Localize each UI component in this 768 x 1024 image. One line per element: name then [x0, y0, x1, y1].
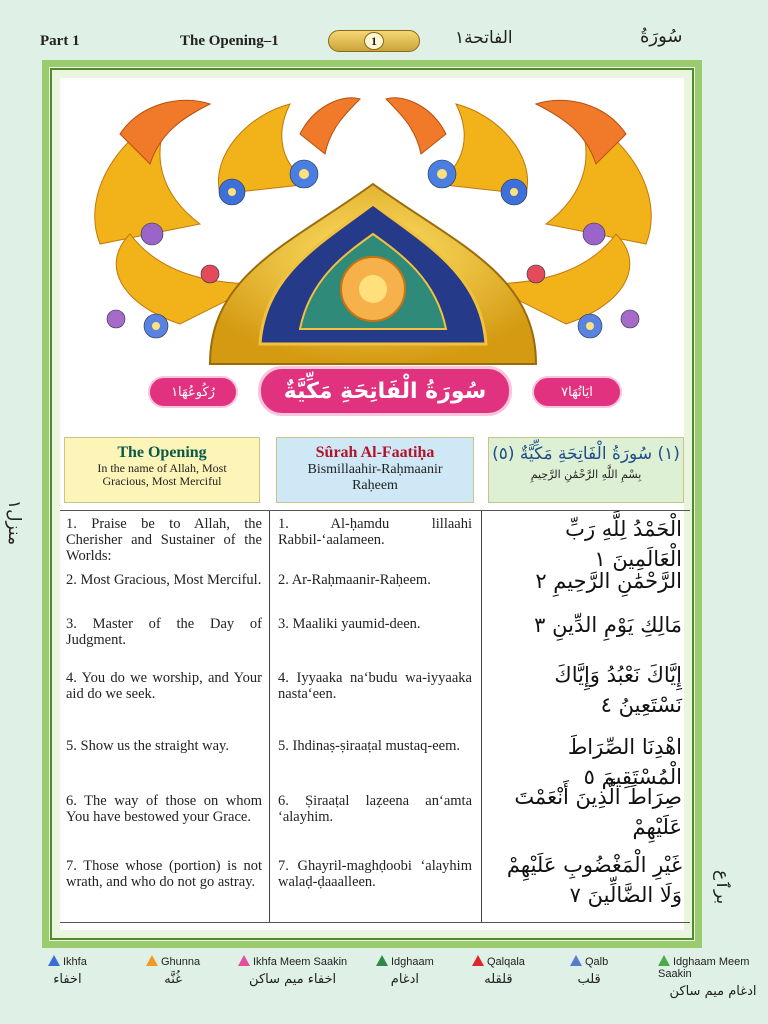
legend-arabic-label: قلقله: [484, 972, 513, 987]
legend-label: Idghaam: [391, 956, 434, 968]
column-divider: [269, 510, 270, 922]
legend-item: [472, 955, 525, 987]
verse-english: 6. The way of those on whom You have bestowed your Grace.: [66, 793, 262, 825]
english-heading-box: [64, 437, 260, 503]
legend-item: [658, 955, 768, 999]
floral-ornament: [60, 74, 686, 374]
legend-label: Ghunna: [161, 956, 201, 968]
verse-transliteration: 3. Maaliki yaumid-deen.: [278, 616, 421, 632]
verse-english: 7. Those whose (portion) is not wrath, and who do not go astray.: [66, 858, 262, 890]
verse-arabic: الْحَمْدُ لِلَّهِ رَبِّ الْعَالَمِينَ ١: [565, 517, 682, 571]
chapter-title: The Opening–1: [180, 33, 279, 49]
part-label: Part 1: [40, 33, 80, 49]
verse-english: 2. Most Gracious, Most Merciful.: [66, 572, 262, 588]
verse-english: 3. Master of the Day of Judgment.: [66, 616, 262, 648]
legend-arabic-label: قلب: [577, 972, 601, 987]
legend-arabic-label: غُنَّه: [164, 972, 182, 987]
verse-transliteration: 6. Ṣiraaṭal laẓeena an‘amta ‘alayhim.: [278, 793, 472, 825]
legend-label: Ikhfa: [63, 956, 87, 968]
surah-name-banner: سُورَةُ الْفَاتِحَةِ مَكِّيَّةٌ: [258, 366, 512, 416]
page-number: 1: [364, 32, 384, 50]
translit-heading-title: Sûrah Al-Faatiḥa: [315, 444, 435, 461]
translit-heading-basmala: Bismillaahir-Raḥmaanir Raḥeem: [307, 462, 443, 493]
legend-arabic-label: ادغام: [390, 972, 420, 987]
verse-arabic: صِرَاطَ الَّذِينَ أَنْعَمْتَ عَلَيْهِمْ: [514, 785, 682, 839]
verse-transliteration: 7. Ghayril-maghḍoobi ‘alayhim walaḍ-ḍaaalleen.: [278, 858, 472, 890]
english-heading-title: The Opening: [117, 444, 207, 461]
triangle-marker-icon: [48, 955, 60, 966]
legend-item: [146, 955, 200, 987]
triangle-marker-icon: [570, 955, 582, 966]
triangle-marker-icon: [376, 955, 388, 966]
legend-arabic-label: اخفاء: [53, 972, 82, 987]
triangle-marker-icon: [238, 955, 250, 966]
english-heading-basmala: In the name of Allah, Most Gracious, Most Merciful: [97, 461, 227, 488]
legend-arabic-label: ادغام ميم ساکن: [669, 984, 757, 999]
verse-transliteration: 2. Ar-Raḥmaanir-Raḥeem.: [278, 572, 431, 588]
arabic-heading-box: [488, 437, 684, 503]
legend-item: [376, 955, 434, 987]
page-number-badge: [328, 30, 420, 52]
row-divider: [60, 510, 690, 511]
legend-label: Qalqala: [487, 956, 525, 968]
verse-transliteration: 4. Iyyaaka na‘budu wa-iyyaaka nasta‘een.: [278, 670, 472, 702]
verse-arabic: الرَّحْمَٰنِ الرَّحِيمِ ٢: [535, 569, 682, 593]
verse-english: 4. You do we worship, and Your aid do we seek.: [66, 670, 262, 702]
ayat-count-label: ايَاتُهَا٧: [532, 376, 622, 408]
legend-label: Ikhfa Meem Saakin: [253, 956, 348, 968]
ruku-count-label: رُكُوعُهَا١: [148, 376, 238, 408]
triangle-marker-icon: [146, 955, 158, 966]
running-header: [0, 0, 768, 56]
verse-arabic: إِيَّاكَ نَعْبُدُ وَإِيَّاكَ نَسْتَعِينُ ٤: [554, 663, 682, 717]
triangle-marker-icon: [472, 955, 484, 966]
arabic-heading-basmala: بِسْمِ اللَّهِ الرَّحْمَٰنِ الرَّحِيمِ: [530, 468, 642, 481]
side-manzil-label: منزل١: [4, 500, 24, 546]
column-divider: [481, 510, 482, 922]
arabic-chapter-title: الفاتحة١: [455, 28, 513, 48]
verse-arabic: غَيْرِ الْمَغْضُوبِ عَلَيْهِمْ وَلَا الضَّالِّينَ ٧: [506, 853, 682, 907]
legend-label: Idghaam Meem Saakin: [658, 956, 750, 980]
legend-item: [570, 955, 608, 987]
legend-item: [48, 955, 87, 987]
verse-transliteration: 5. Ihdinaṣ-ṣiraaṭal mustaq-eem.: [278, 738, 460, 754]
legend-item: [238, 955, 347, 987]
side-ruku-label: برٱع: [712, 870, 732, 905]
verse-english: 1. Praise be to Allah, the Cherisher and Sustainer of the Worlds:: [66, 516, 262, 564]
arabic-surah-label: سُورَةُ: [640, 26, 683, 47]
row-divider: [60, 922, 690, 923]
legend-arabic-label: اخفاء ميم ساکن: [249, 972, 337, 987]
arabic-heading-title: (١) سُورَةُ الْفَاتِحَةِ مَكِّيَّةٌ (٥): [492, 444, 680, 464]
legend-label: Qalb: [585, 956, 609, 968]
verse-arabic: مَالِكِ يَوْمِ الدِّينِ ٣: [534, 613, 682, 637]
surah-banner: [148, 366, 622, 416]
tajweed-legend: [0, 955, 768, 1015]
triangle-marker-icon: [658, 955, 670, 966]
verse-english: 5. Show us the straight way.: [66, 738, 229, 754]
verse-transliteration: 1. Al-ḥamdu lillaahi Rabbil-‘aalameen.: [278, 516, 472, 548]
translit-heading-box: [276, 437, 474, 503]
verse-arabic: اهْدِنَا الصِّرَاطَ الْمُسْتَقِيمَ ٥: [567, 735, 682, 789]
